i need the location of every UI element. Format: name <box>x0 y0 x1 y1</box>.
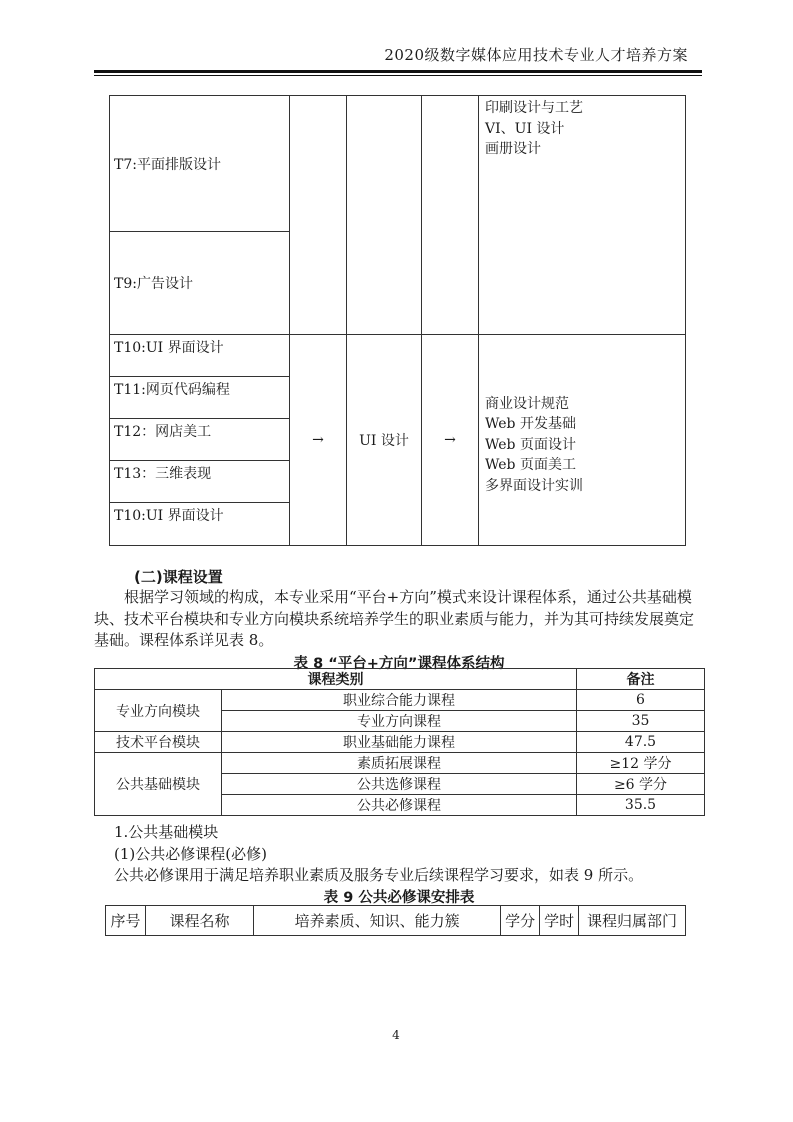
module-cell: 公共基础模块 <box>95 753 222 816</box>
course-cell: 职业基础能力课程 <box>222 732 577 753</box>
note-cell: ≥12 学分 <box>577 753 705 774</box>
header-credits: 学分 <box>501 906 540 936</box>
header-rule-thin <box>94 75 702 76</box>
task-cell: T12：网店美工 <box>110 418 290 460</box>
table8-caption: 表 8 “平台+方向”课程体系结构 <box>293 656 505 672</box>
header-department: 课程归属部门 <box>579 906 686 936</box>
document-header-title: 2020级数字媒体应用技术专业人才培养方案 <box>384 46 688 64</box>
course-item: 商业设计规范 <box>485 395 569 412</box>
page-number: 4 <box>392 1028 400 1042</box>
task-cell: T7:平面排版设计 <box>110 96 290 232</box>
header-course-name: 课程名称 <box>146 906 254 936</box>
course-cell: 职业综合能力课程 <box>222 690 577 711</box>
arrow-cell: → <box>290 334 347 545</box>
table-header-row <box>106 906 686 936</box>
note-cell: ≥6 学分 <box>577 774 705 795</box>
course-item: VI、UI 设计 <box>485 120 565 137</box>
header-rule <box>94 70 702 73</box>
note-cell: 47.5 <box>577 732 705 753</box>
module-cell: 专业方向模块 <box>95 690 222 732</box>
task-cell: T13：三维表现 <box>110 460 290 502</box>
note-cell: 35.5 <box>577 795 705 816</box>
course-item: 印刷设计与工艺 <box>485 100 583 116</box>
table9-caption: 表 9 公共必修课安排表 <box>323 890 475 906</box>
paragraph-text: 公共必修课用于满足培养职业素质及服务专业后续课程学习要求，如表 9 所示。 <box>114 866 644 884</box>
header-competency: 培养素质、知识、能力簇 <box>254 906 501 936</box>
task-cell: T10:UI 界面设计 <box>110 334 290 376</box>
course-item: Web 页面设计 <box>485 436 576 453</box>
note-cell: 6 <box>577 690 705 711</box>
task-cell: T10:UI 界面设计 <box>110 502 290 545</box>
arrow-cell <box>422 96 479 335</box>
subsection-heading: 1.公共基础模块 <box>114 823 219 841</box>
course-structure-table <box>94 668 705 816</box>
course-item: Web 开发基础 <box>485 416 576 432</box>
subsubsection-heading: (1)公共必修课程(必修) <box>114 844 267 863</box>
course-item: 画册设计 <box>485 141 541 157</box>
header-hours: 学时 <box>540 906 579 936</box>
course-cell: 公共选修课程 <box>222 774 577 795</box>
header-note: 备注 <box>577 669 705 690</box>
paragraph-text: 根据学习领域的构成，本专业采用“平台+方向”模式来设计课程体系，通过公共基础模块、技术平台模块和专业方向模块系统培养学生的职业素质与能力，并为其可持续发展奠定基础。课程体系详见表 8。 <box>94 588 695 649</box>
direction-cell: UI 设计 <box>347 334 422 545</box>
course-cell: 专业方向课程 <box>222 711 577 732</box>
course-item: 多界面设计实训 <box>485 477 583 494</box>
task-cell: T9:广告设计 <box>110 232 290 334</box>
note-cell: 35 <box>577 711 705 732</box>
required-course-table <box>105 905 686 936</box>
subsection-text <box>114 822 643 887</box>
course-list-cell <box>479 334 686 545</box>
arrow-cell: → <box>422 334 479 545</box>
course-item: Web 页面美工 <box>485 457 576 473</box>
table-row <box>95 732 705 753</box>
arrow-cell <box>290 96 347 335</box>
task-cell: T11:网页代码编程 <box>110 376 290 418</box>
module-cell: 技术平台模块 <box>95 732 222 753</box>
course-cell: 素质拓展课程 <box>222 753 577 774</box>
course-list-cell <box>479 96 686 335</box>
table-row <box>95 753 705 774</box>
header-index: 序号 <box>106 906 146 936</box>
course-cell: 公共必修课程 <box>222 795 577 816</box>
task-course-mapping-table <box>109 95 686 546</box>
section-heading: (二)课程设置 <box>134 568 223 586</box>
direction-cell <box>347 96 422 335</box>
header-category: 课程类别 <box>95 669 577 690</box>
table-row <box>95 690 705 711</box>
section-paragraph <box>94 587 704 652</box>
